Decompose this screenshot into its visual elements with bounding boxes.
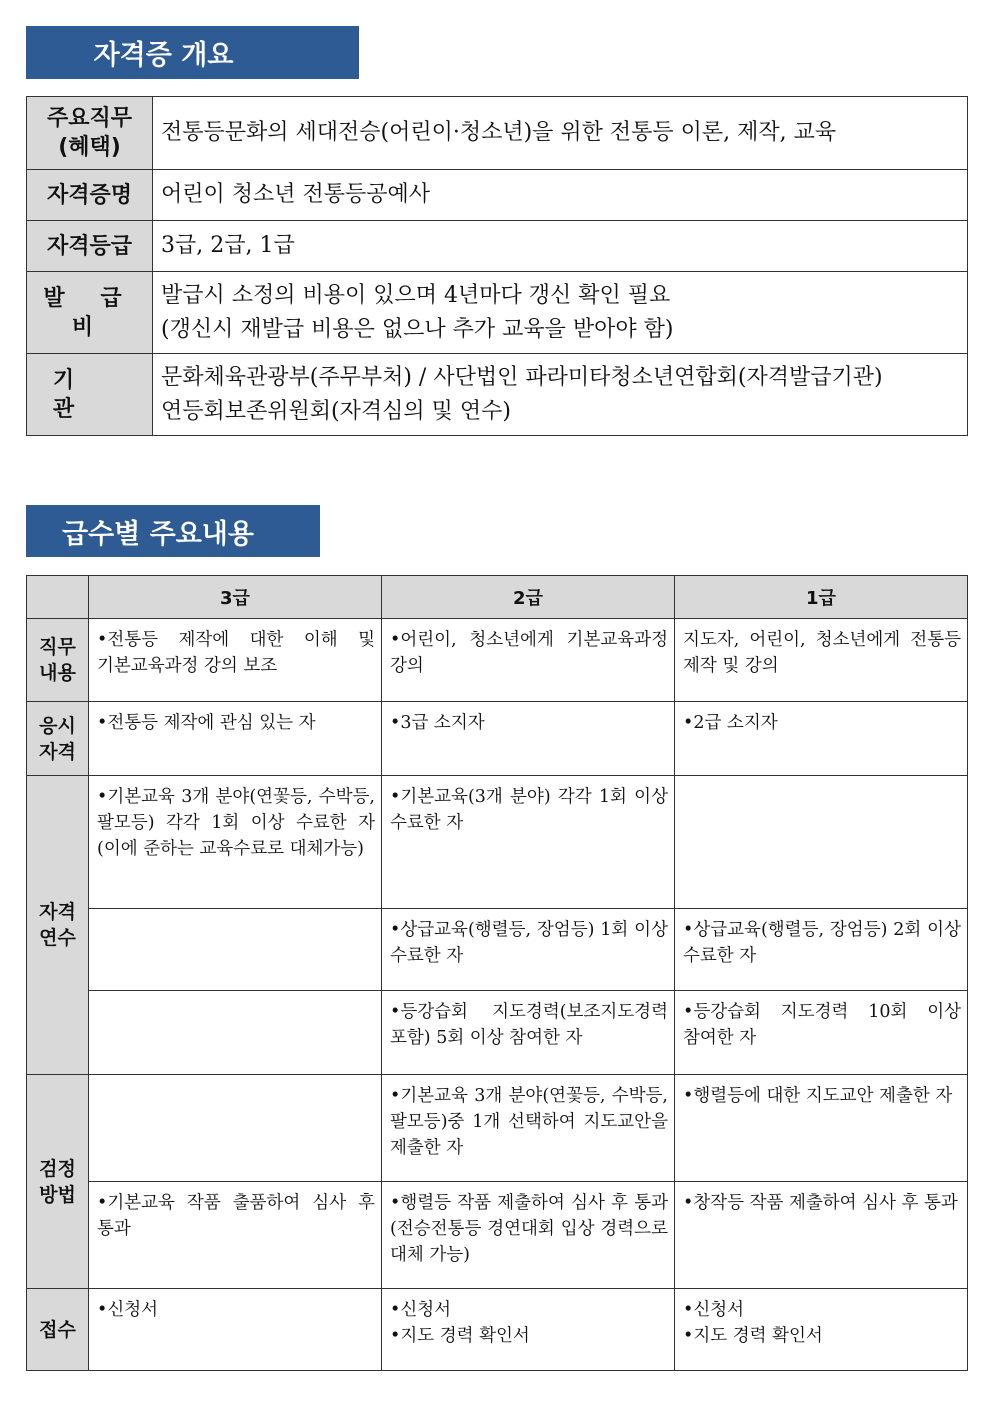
row-label-eligibility: [27, 702, 89, 776]
overview-row: [27, 354, 968, 436]
row-training: [27, 991, 968, 1075]
value-line: 문화체육관광부(주무부처) / 사단법인 파라미타청소년연합회(자격발급기관): [161, 364, 883, 390]
cell-text: •창작등 작품 제출하여 심사 후 통과: [683, 1193, 958, 1213]
table-cell: [382, 619, 675, 702]
cell-text: •신청서: [683, 1300, 745, 1320]
overview-value: [153, 170, 968, 221]
cell-text: •3급 소지자: [390, 713, 485, 733]
row-label-text: 검정 방법: [39, 1157, 76, 1206]
overview-row: [27, 221, 968, 272]
overview-row: [27, 170, 968, 221]
section-title-text: 자격증 개요: [93, 40, 234, 71]
cell-text: •신청서: [390, 1300, 452, 1320]
cell-text: •기본교육(3개 분야) 각각 1회 이상 수료한 자: [390, 787, 668, 833]
table-cell: [675, 619, 968, 702]
row-label-exam: [27, 1075, 89, 1289]
table-cell: [382, 991, 675, 1075]
cell-text: •등강습회 지도경력 10회 이상 참여한 자: [683, 1002, 961, 1048]
value-line: 어린이 청소년 전통등공예사: [161, 182, 431, 207]
table-cell: [89, 1289, 382, 1371]
table-cell: [89, 1182, 382, 1289]
section-title-overview: [26, 26, 359, 79]
cell-text: •기본교육 3개 분야(연꽃등, 수박등, 팔모등)중 1개 선택하여 지도교안을 제출한 자: [390, 1086, 668, 1158]
table-cell: [89, 776, 382, 909]
header-grade-3: 3급: [89, 576, 382, 619]
cell-text: 지도자, 어린이, 청소년에게 전통등 제작 및 강의: [683, 630, 961, 676]
value-line: (갱신시 재발급 비용은 없으나 추가 교육을 받아야 함): [161, 316, 674, 342]
row-label-text: 자격 연수: [39, 901, 76, 949]
cell-text: •행렬등에 대한 지도교안 제출한 자: [683, 1086, 953, 1106]
cell-text: •기본교육 작품 출품하여 심사 후 통과: [97, 1193, 375, 1239]
overview-row: [27, 97, 968, 170]
row-receipt: [27, 1289, 968, 1371]
overview-table: [26, 96, 968, 436]
cell-text: •상급교육(행렬등, 장엄등) 2회 이상 수료한 자: [683, 920, 961, 966]
table-cell: [89, 1075, 382, 1182]
key-text: 기 관: [52, 367, 127, 422]
table-cell: [89, 991, 382, 1075]
table-cell: [675, 1289, 968, 1371]
section-title-text: 급수별 주요내용: [62, 518, 254, 550]
row-exam: [27, 1182, 968, 1289]
table-cell: [382, 909, 675, 991]
cell-text: •상급교육(행렬등, 장엄등) 1회 이상 수료한 자: [390, 920, 668, 966]
table-cell: [382, 1289, 675, 1371]
section-title-grades: [26, 505, 320, 557]
row-label-receipt: [27, 1289, 89, 1371]
table-cell: [675, 776, 968, 909]
row-label-text: 접수: [39, 1318, 76, 1341]
table-cell: [89, 702, 382, 776]
row-label-text: 응시 자격: [39, 714, 76, 763]
cell-text: •지도 경력 확인서: [683, 1326, 823, 1346]
key-text: 발 급 비: [43, 285, 136, 340]
grades-table: [26, 575, 968, 1371]
overview-value: [153, 97, 968, 170]
table-cell: [675, 991, 968, 1075]
cell-text: •신청서: [97, 1300, 159, 1320]
row-label-training: [27, 776, 89, 1075]
cell-text: •2급 소지자: [683, 713, 778, 733]
table-cell: [382, 1182, 675, 1289]
overview-key: [27, 354, 153, 436]
row-label-duty: [27, 619, 89, 702]
key-text: 자격등급: [46, 233, 132, 259]
overview-key: [27, 272, 153, 354]
table-cell: [675, 702, 968, 776]
overview-key: [27, 97, 153, 170]
overview-value: [153, 354, 968, 436]
table-cell: [382, 1075, 675, 1182]
table-cell: [382, 702, 675, 776]
cell-text: •어린이, 청소년에게 기본교육과정 강의: [390, 630, 668, 676]
header-grade-2: 2급: [382, 576, 675, 619]
value-line: 3급, 2급, 1급: [161, 233, 295, 258]
cell-text: •전통등 제작에 대한 이해 및 기본교육과정 강의 보조: [97, 630, 375, 676]
key-text: 자격증명: [46, 182, 132, 208]
cell-text: •등강습회 지도경력(보조지도경력 포함) 5회 이상 참여한 자: [390, 1002, 668, 1048]
value-line: 연등회보존위원회(자격심의 및 연수): [161, 398, 511, 424]
header-grade-1: 1급: [675, 576, 968, 619]
key-text: 주요직무 (혜택): [46, 106, 132, 160]
overview-key: [27, 221, 153, 272]
cell-text: •전통등 제작에 관심 있는 자: [97, 713, 316, 733]
table-cell: [382, 776, 675, 909]
overview-value: [153, 272, 968, 354]
row-eligibility: [27, 702, 968, 776]
header-corner: [27, 576, 89, 619]
overview-key: [27, 170, 153, 221]
table-cell: [675, 1075, 968, 1182]
overview-value: [153, 221, 968, 272]
table-cell: [675, 1182, 968, 1289]
value-line: 발급시 소정의 비용이 있으며 4년마다 갱신 확인 필요: [161, 282, 671, 308]
row-training: [27, 909, 968, 991]
table-cell: [89, 619, 382, 702]
value-line: 전통등문화의 세대전승(어린이·청소년)을 위한 전통등 이론, 제작, 교육: [161, 120, 837, 145]
table-cell: [675, 909, 968, 991]
row-training: [27, 776, 968, 909]
cell-text: •기본교육 3개 분야(연꽃등, 수박등, 팔모등) 각각 1회 이상 수료한 자(이에 준하는 교육수료로 대체가능): [97, 787, 375, 859]
grades-header-row: [27, 576, 968, 619]
row-label-text: 직무 내용: [39, 636, 76, 684]
table-cell: [89, 909, 382, 991]
cell-text: •행렬등 작품 제출하여 심사 후 통과 (전승전통등 경연대회 입상 경력으로 대체 가능): [390, 1193, 668, 1265]
overview-row: [27, 272, 968, 354]
cell-text: •지도 경력 확인서: [390, 1326, 530, 1346]
row-duty: [27, 619, 968, 702]
row-exam: [27, 1075, 968, 1182]
